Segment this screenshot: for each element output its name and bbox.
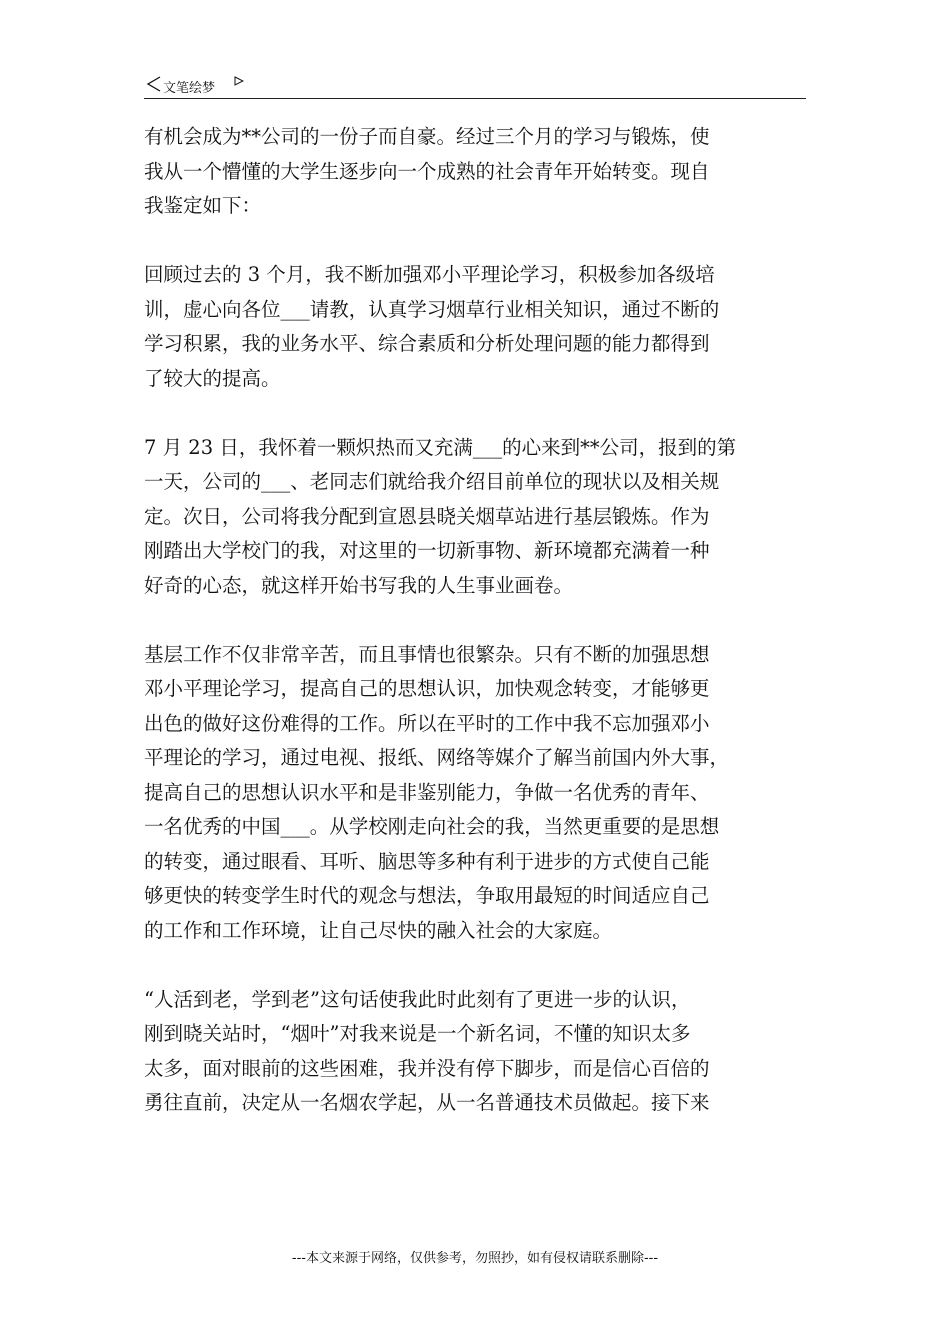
text-line: 提高自己的思想认识水平和是非鉴别能力，争做一名优秀的青年、 (144, 780, 710, 804)
text-line: 刚踏出大学校门的我，对这里的一切新事物、新环境都充满着一种 (144, 539, 710, 562)
paragraph-5 (144, 983, 806, 1121)
text-line: 回顾过去的 3 个月，我不断加强邓小平理论学习，积极参加各级培 (144, 263, 715, 286)
text-line: 够更快的转变学生时代的观念与想法，争取用最短的时间适应自己 (144, 884, 710, 907)
paragraph-3 (144, 431, 806, 604)
page-footer-disclaimer: ---本文来源于网络，仅供参考，勿照抄，如有侵权请联系删除--- (291, 1251, 659, 1266)
text-line: 出色的做好这份难得的工作。所以在平时的工作中我不忘加强邓小 (144, 711, 710, 735)
triangle-left-icon (146, 76, 162, 92)
page-header (144, 74, 806, 99)
text-line: 一天，公司的___、老同志们就给我介绍目前单位的现状以及相关规 (144, 470, 720, 493)
text-line: “人活到老，学到老”这句话使我此时此刻有了更进一步的认识， (144, 987, 691, 1011)
paragraph-2 (144, 258, 806, 396)
text-line: 7 月 23 日，我怀着一颗炽热而又充满___的心来到**公司，报到的第 (144, 435, 737, 459)
text-line: 平理论的学习，通过电视、报纸、网络等媒介了解当前国内外大事， (144, 746, 730, 769)
text-line: 的转变，通过眼看、耳听、脑思等多种有利于进步的方式使自己能 (144, 849, 710, 873)
paragraph-1 (144, 120, 806, 224)
text-line: 了较大的提高。 (144, 366, 281, 390)
text-line: 有机会成为**公司的一份子而自豪。经过三个月的学习与锻炼，使 (144, 125, 710, 148)
text-line: 定。次日，公司将我分配到宣恩县晓关烟草站进行基层锻炼。作为 (144, 504, 710, 528)
triangle-right-icon (234, 76, 244, 86)
text-line: 我从一个懵懂的大学生逐步向一个成熟的社会青年开始转变。现自 (144, 159, 710, 183)
text-line: 训，虚心向各位___请教，认真学习烟草行业相关知识，通过不断的 (144, 297, 720, 321)
text-line: 我鉴定如下： (144, 194, 262, 217)
text-line: 一名优秀的中国___。从学校刚走向社会的我，当然更重要的是思想 (144, 815, 720, 838)
text-line: 好奇的心态，就这样开始书写我的人生事业画卷。 (144, 573, 574, 597)
paragraph-4 (144, 638, 806, 949)
header-title: 文笔绘梦 (163, 81, 216, 96)
text-line: 基层工作不仅非常辛苦，而且事情也很繁杂。只有不断的加强思想 (144, 642, 710, 666)
text-line: 的工作和工作环境，让自己尽快的融入社会的大家庭。 (144, 918, 613, 942)
text-line: 学习积累，我的业务水平、综合素质和分析处理问题的能力都得到 (144, 332, 710, 355)
text-line: 勇往直前，决定从一名烟农学起，从一名普通技术员做起。接下来 (144, 1091, 710, 1114)
text-line: 太多，面对眼前的这些困难，我并没有停下脚步，而是信心百倍的 (144, 1056, 710, 1080)
text-line: 邓小平理论学习，提高自己的思想认识，加快观念转变，才能够更 (144, 677, 710, 700)
document-body (144, 120, 806, 1155)
text-line: 刚到晓关站时，“烟叶”对我来说是一个新名词，不懂的知识太多 (144, 1022, 691, 1045)
